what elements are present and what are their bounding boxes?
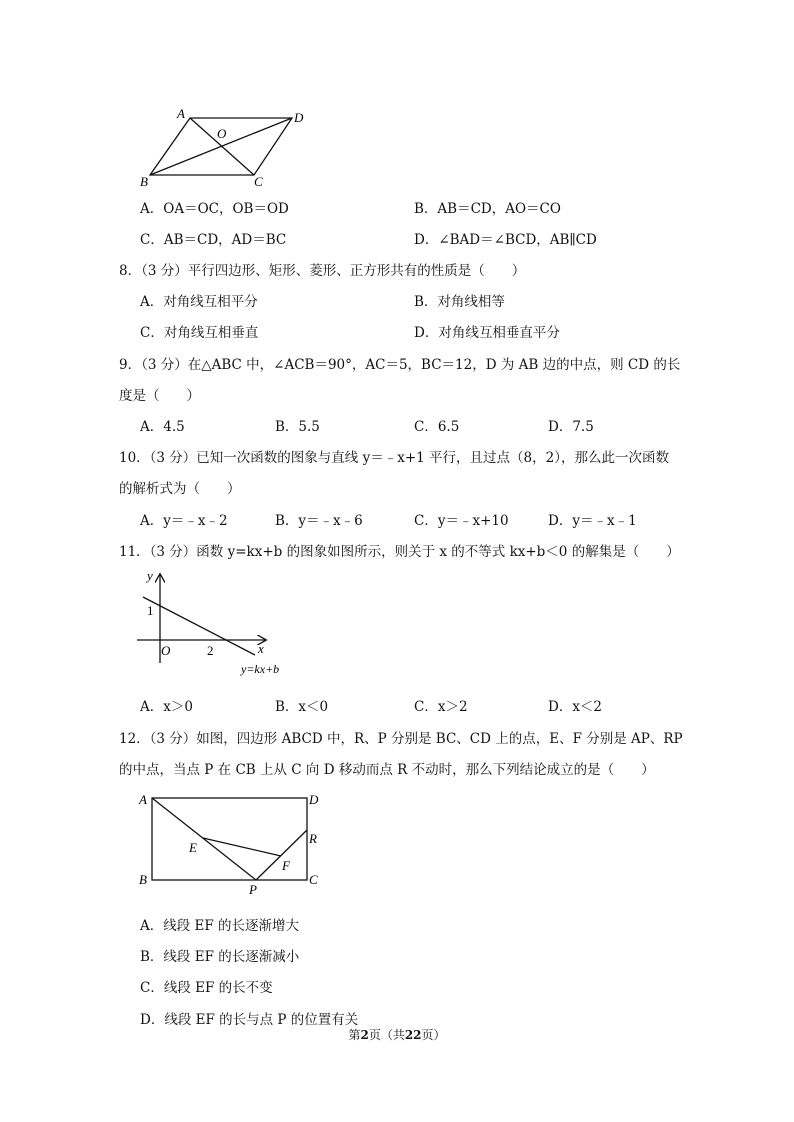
label-p: P <box>249 882 257 897</box>
q12-option-c[interactable]: C．线段 EF 的长不变 <box>140 980 273 996</box>
label-b: B <box>139 872 147 887</box>
label-d: D <box>294 110 304 125</box>
footer-suffix: 页） <box>421 1028 446 1042</box>
footer-total-pages: 22 <box>404 1028 422 1042</box>
q8-option-d[interactable]: D．对角线互相垂直平分 <box>414 325 560 341</box>
q12-rectangle-figure <box>135 788 335 898</box>
q12-option-a[interactable]: A．线段 EF 的长逐渐增大 <box>140 918 300 934</box>
y-axis-label: y <box>147 568 153 583</box>
label-a: A <box>177 106 185 121</box>
label-b: B <box>140 174 148 189</box>
q9-option-b[interactable]: B．5.5 <box>275 419 320 435</box>
q7-option-b[interactable]: B．AB＝CD，AO＝CO <box>414 201 561 217</box>
q8-stem: 8．（3 分）平行四边形、矩形、菱形、正方形共有的性质是（ ） <box>119 263 526 279</box>
q10-option-a[interactable]: A．y＝﹣x﹣2 <box>140 513 228 529</box>
label-r: R <box>309 831 317 846</box>
q8-option-c[interactable]: C．对角线互相垂直 <box>140 325 259 341</box>
label-c: C <box>309 872 318 887</box>
footer-prefix: 第 <box>348 1028 361 1042</box>
q10-option-b[interactable]: B．y＝﹣x﹣6 <box>275 513 363 529</box>
label-c: C <box>254 174 263 189</box>
q11-option-d[interactable]: D．x＜2 <box>548 699 603 715</box>
q11-stem: 11．（3 分）函数 y=kx+b 的图象如图所示，则关于 x 的不等式 kx+b＜0 的解集是（ ） <box>119 544 680 560</box>
label-e: E <box>189 840 197 855</box>
q8-option-a[interactable]: A．对角线互相平分 <box>140 294 258 310</box>
label-o: O <box>217 126 227 141</box>
q7-option-d[interactable]: D．∠BAD＝∠BCD，AB∥CD <box>414 232 597 248</box>
line-label: y=kx+b <box>241 662 280 676</box>
q10-option-d[interactable]: D．y＝﹣x﹣1 <box>548 513 637 529</box>
footer-page-number: 2 <box>360 1028 369 1042</box>
q9-option-c[interactable]: C．6.5 <box>414 419 460 435</box>
q9-stem-line2: 度是（ ） <box>119 388 200 404</box>
label-d: D <box>309 792 319 807</box>
y-intercept-label: 1 <box>147 603 154 618</box>
q10-option-c[interactable]: C．y＝﹣x+10 <box>414 513 509 529</box>
segment-ap <box>152 798 256 880</box>
q9-option-a[interactable]: A．4.5 <box>140 419 185 435</box>
q8-option-b[interactable]: B．对角线相等 <box>414 294 505 310</box>
q7-option-a[interactable]: A．OA＝OC，OB＝OD <box>140 201 289 217</box>
label-a: A <box>139 792 147 807</box>
q9-stem-line1: 9．（3 分）在△ABC 中，∠ACB＝90°，AC＝5，BC＝12，D 为 AB 边的中点，则 CD 的长 <box>119 357 681 373</box>
x-axis-label: x <box>258 641 264 656</box>
page-footer <box>0 1026 794 1043</box>
q12-stem-line1: 12．（3 分）如图，四边形 ABCD 中，R、P 分别是 BC、CD 上的点，E、F 分别是 AP、RP <box>119 731 683 747</box>
q12-option-b[interactable]: B．线段 EF 的长逐渐减小 <box>140 949 300 965</box>
q12-option-d[interactable]: D．线段 EF 的长与点 P 的位置有关 <box>140 1012 359 1028</box>
label-f: F <box>282 858 290 873</box>
q12-stem-line2: 的中点，当点 P 在 CB 上从 C 向 D 移动而点 R 不动时，那么下列结论成立的是（ ） <box>119 762 655 778</box>
q11-option-a[interactable]: A．x＞0 <box>140 699 193 715</box>
q9-option-d[interactable]: D．7.5 <box>548 419 594 435</box>
q10-stem-line1: 10．（3 分）已知一次函数的图象与直线 y＝﹣x+1 平行，且过点（8，2），那么此一次函数 <box>119 450 669 466</box>
q7-parallelogram-figure <box>130 100 320 192</box>
q10-stem-line2: 的解析式为（ ） <box>119 481 241 497</box>
x-intercept-label: 2 <box>207 643 214 658</box>
origin-label: O <box>161 643 171 658</box>
q7-option-c[interactable]: C．AB＝CD，AD＝BC <box>140 232 287 248</box>
footer-middle: 页（共 <box>368 1028 405 1042</box>
q11-option-c[interactable]: C．x＞2 <box>414 699 468 715</box>
q11-graph-figure <box>135 565 295 680</box>
q11-option-b[interactable]: B．x＜0 <box>275 699 329 715</box>
